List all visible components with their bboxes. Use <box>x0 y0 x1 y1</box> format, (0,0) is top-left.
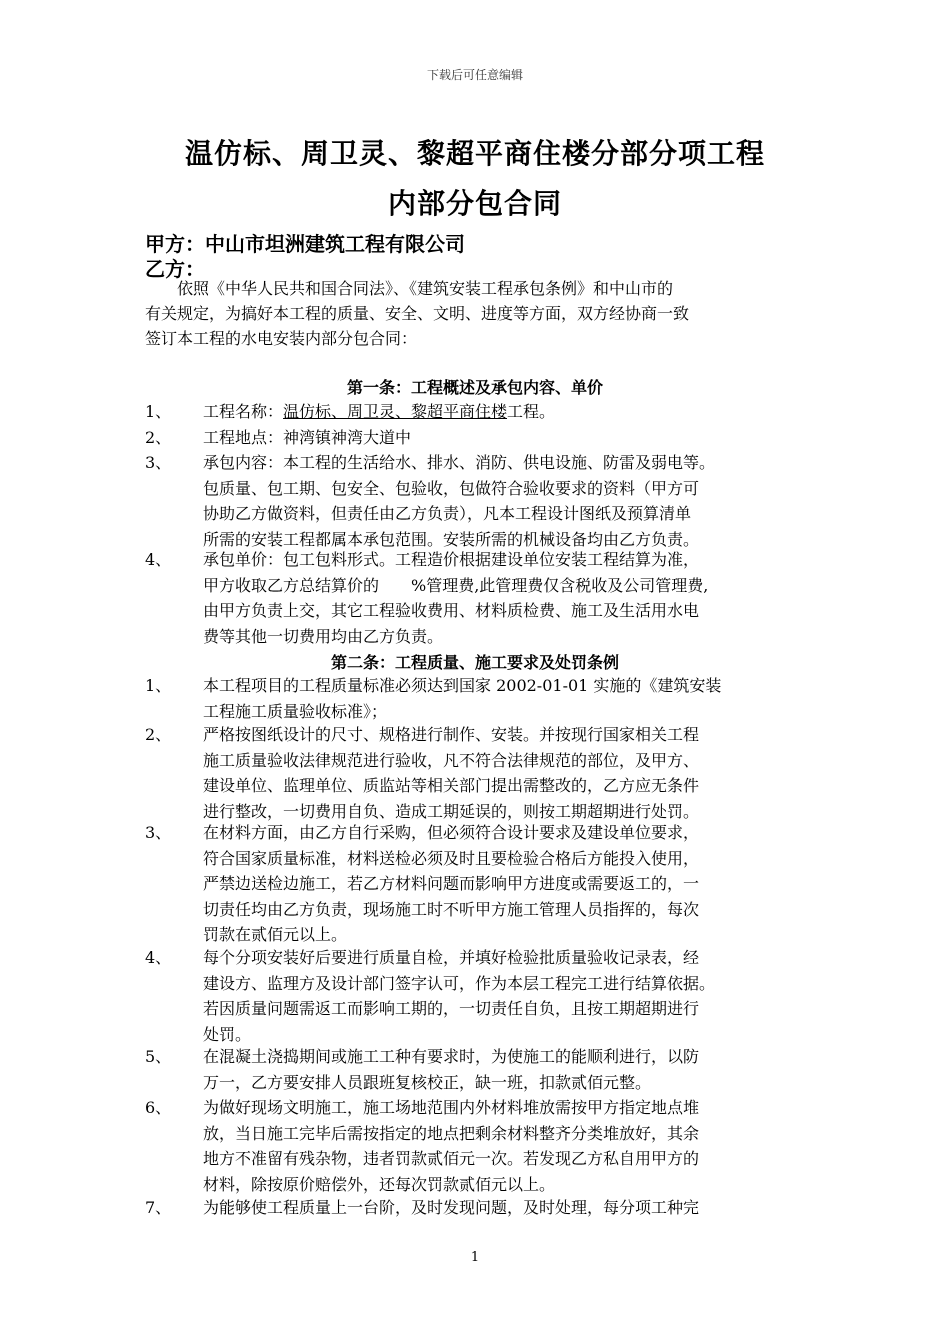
item-line: 包质量、包工期、包安全、包验收，包做符合验收要求的资料（甲方可 <box>203 478 700 498</box>
article-2-item <box>145 1095 810 1197</box>
article-2-item <box>145 820 810 948</box>
title-line-2: 内部分包合同 <box>387 187 562 220</box>
item-label: 工程名称： <box>203 402 284 421</box>
item-number: 2、 <box>145 428 172 447</box>
item-line: 甲方收取乙方总结算价的 %管理费,此管理费仅含税收及公司管理费, <box>203 575 709 595</box>
item-number: 1、 <box>145 402 172 421</box>
article-1-item <box>145 547 810 649</box>
item-line: 进行整改，一切费用自负、造成工期延误的，则按工期超期进行处罚。 <box>203 801 700 821</box>
item-number: 7、 <box>145 1198 172 1217</box>
article-2-item <box>145 945 810 1047</box>
item-line: 严禁边送检边施工，若乙方材料问题而影响甲方进度或需要返工的，一 <box>203 874 700 893</box>
item-number: 4、 <box>145 948 172 967</box>
item-line: 严格按图纸设计的尺寸、规格进行制作、安装。并按现行国家相关工程 <box>203 725 700 744</box>
page-number: 1 <box>470 1250 480 1265</box>
article-1-item <box>145 399 810 425</box>
item-line: 由甲方负责上交，其它工程验收费用、材料质检费、施工及生活用水电 <box>203 601 700 620</box>
item-line: 切责任均由乙方负责，现场施工时不听甲方施工管理人员指挥的，每次 <box>203 899 700 919</box>
item-line: 放，当日施工完毕后需按指定的地点把剩余材料整齐分类堆放好，其余 <box>203 1123 700 1143</box>
project-name: 温仿标、周卫灵、黎超平商住楼 <box>283 402 508 421</box>
item-line: 协助乙方做资料，但责任由乙方负责），凡本工程设计图纸及预算清单 <box>203 504 692 523</box>
item-line: 为能够使工程质量上一台阶，及时发现问题，及时处理，每分项工种完 <box>203 1198 700 1217</box>
item-line: 处罚。 <box>203 1024 252 1044</box>
article-2-item <box>145 673 810 724</box>
title-line-1: 温仿标、周卫灵、黎超平商住楼分部分项工程 <box>184 137 765 170</box>
item-number: 6、 <box>145 1098 172 1117</box>
party-a: 甲方：中山市坦洲建筑工程有限公司 <box>145 232 465 256</box>
item-line: 承包单价：包工包料形式。工程造价根据建设单位安装工程结算为准， <box>203 550 700 569</box>
article-2-item <box>145 722 810 824</box>
item-line: 在混凝土浇捣期间或施工工种有要求时，为使施工的能顺利进行，以防 <box>203 1047 700 1066</box>
item-line: 在材料方面，由乙方自行采购，但必须符合设计要求及建设单位要求， <box>203 823 700 842</box>
article-1-item <box>145 425 810 451</box>
item-line: 材料，除按原价赔偿外，还每次罚款贰佰元以上。 <box>203 1174 556 1194</box>
article-1-item <box>145 450 810 552</box>
item-number: 5、 <box>145 1047 172 1066</box>
item-line: 施工质量验收法律规范进行验收，凡不符合法律规范的部位，及甲方、 <box>203 750 700 770</box>
item-line: 承包内容：本工程的生活给水、排水、消防、供电设施、防雷及弱电等。 <box>203 453 716 472</box>
item-number: 3、 <box>145 823 172 842</box>
item-number: 2、 <box>145 725 172 744</box>
item-line: 每个分项安装好后要进行质量自检，并填好检验批质量验收记录表，经 <box>203 948 700 967</box>
article-2-item <box>145 1195 810 1221</box>
item-line: 费等其他一切费用均由乙方负责。 <box>203 626 444 646</box>
item-line: 工程施工质量验收标准》； <box>203 701 388 721</box>
intro-line: 依照《中华人民共和国合同法》、《建筑安装工程承包条例》和中山市的 <box>177 279 674 298</box>
item-number: 4、 <box>145 550 172 569</box>
item-line: 所需的安装工程都属本承包范围。安装所需的机械设备均由乙方负责。 <box>203 529 700 549</box>
item-line: 若因质量问题需返工而影响工期的，一切责任自负，且按工期超期进行 <box>203 999 700 1018</box>
item-line: 工程地点：神湾镇神湾大道中 <box>203 428 412 447</box>
item-line: 本工程项目的工程质量标准必须达到国家 2002-01-01 实施的《建筑安装 <box>203 676 722 695</box>
article-2-heading: 第二条：工程质量、施工要求及处罚条例 <box>330 653 619 672</box>
intro-paragraph <box>145 276 805 351</box>
item-line: 地方不准留有残杂物，违者罚款贰佰元一次。若发现乙方私自用甲方的 <box>203 1149 700 1168</box>
item-line: 罚款在贰佰元以上。 <box>203 925 348 944</box>
item-line: 建设单位、监理单位、质监站等相关部门提出需整改的，乙方应无条件 <box>203 776 700 795</box>
article-2-item <box>145 1044 810 1095</box>
header-note: 下载后可任意编辑 <box>426 68 523 82</box>
intro-line: 签订本工程的水电安装内部分包合同： <box>145 329 418 348</box>
item-line: 为做好现场文明施工，施工场地范围内外材料堆放需按甲方指定地点堆 <box>203 1098 700 1117</box>
item-number: 3、 <box>145 453 172 472</box>
item-line: 符合国家质量标准，材料送检必须及时且要检验合格后方能投入使用， <box>203 848 700 868</box>
item-line: 万一，乙方要安排人员跟班复核校正，缺一班，扣款贰佰元整。 <box>203 1072 652 1092</box>
party-b: 乙方： <box>145 257 205 281</box>
item-number: 1、 <box>145 676 172 695</box>
article-1-heading: 第一条：工程概述及承包内容、单价 <box>346 378 603 397</box>
item-text: 工程。 <box>507 402 556 421</box>
intro-line: 有关规定，为搞好本工程的质量、安全、文明、进度等方面，双方经协商一致 <box>145 304 690 323</box>
item-line: 建设方、监理方及设计部门签字认可，作为本层工程完工进行结算依据。 <box>203 973 716 993</box>
